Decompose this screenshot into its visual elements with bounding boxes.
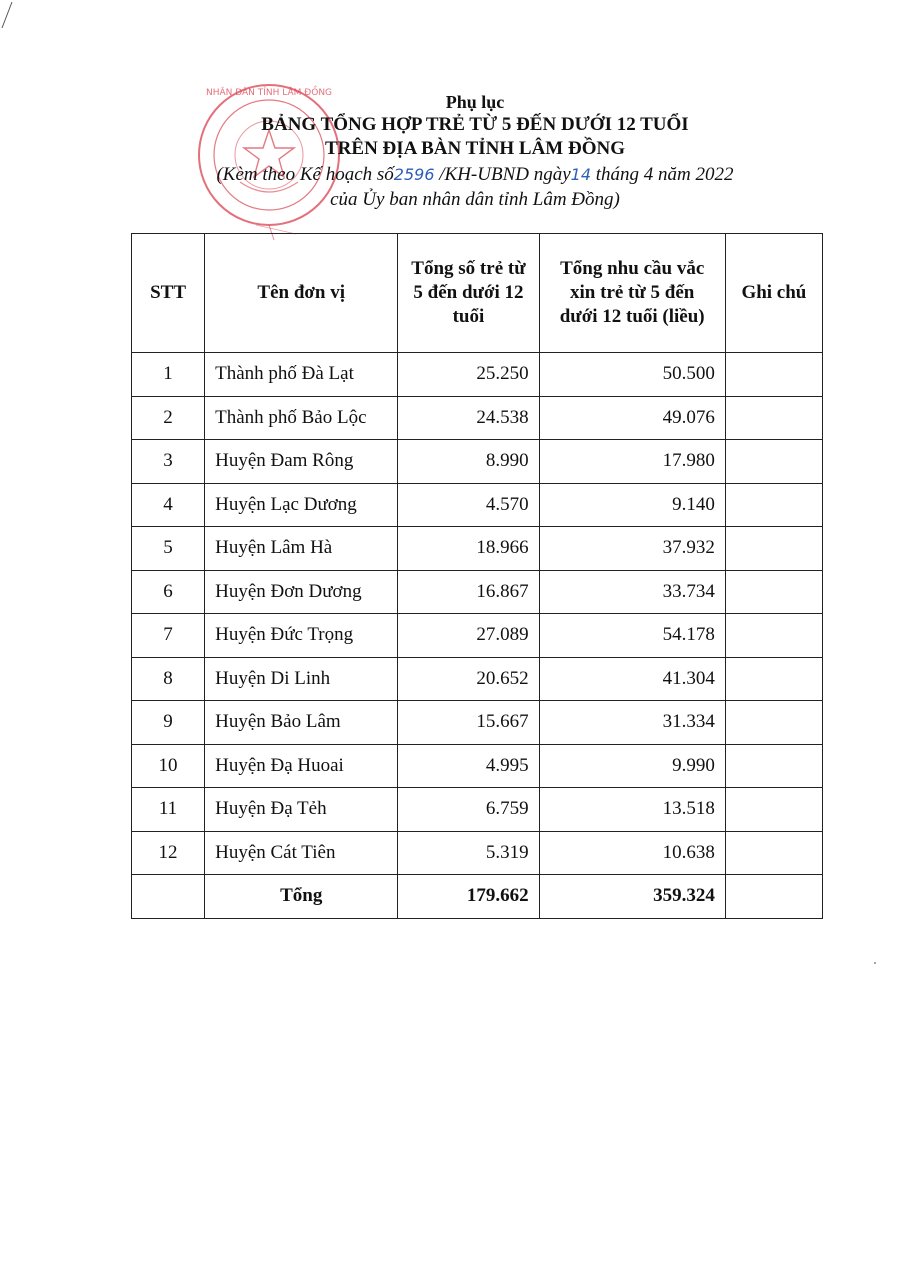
cell-vaccine-doses: 50.500 [539, 353, 725, 397]
cell-vaccine-doses: 9.140 [539, 483, 725, 527]
cell-note [725, 744, 822, 788]
cell-children-count: 4.995 [398, 744, 539, 788]
table-row [132, 701, 823, 745]
cell-children-count: 8.990 [398, 440, 539, 484]
document-reference-line [22, 164, 906, 186]
column-header-doses: Tổng nhu cầu vắc xin trẻ từ 5 đến dưới 12 tuổi (liều) [539, 234, 725, 353]
cell-note [725, 701, 822, 745]
cell-stt: 3 [132, 440, 205, 484]
cell-vaccine-doses: 9.990 [539, 744, 725, 788]
table-row [132, 483, 823, 527]
column-header-unit: Tên đơn vị [205, 234, 398, 353]
reference-prefix: (Kèm theo Kế hoạch số [216, 164, 394, 185]
cell-note [725, 788, 822, 832]
cell-note [725, 657, 822, 701]
column-header-children: Tổng số trẻ từ 5 đến dưới 12 tuổi [398, 234, 539, 353]
cell-unit-name: Huyện Đam Rông [205, 440, 398, 484]
cell-children-count: 18.966 [398, 527, 539, 571]
table-header-row [132, 234, 823, 353]
cell-note [725, 570, 822, 614]
reference-suffix: tháng 4 năm 2022 [595, 164, 734, 185]
table-row [132, 614, 823, 658]
table-row [132, 396, 823, 440]
cell-stt: 9 [132, 701, 205, 745]
cell-children-count: 15.667 [398, 701, 539, 745]
cell-stt: 5 [132, 527, 205, 571]
cell-children-count: 24.538 [398, 396, 539, 440]
cell-children-count: 5.319 [398, 831, 539, 875]
document-sub-title: TRÊN ĐỊA BÀN TỈNH LÂM ĐỒNG [325, 138, 625, 159]
cell-children-count: 20.652 [398, 657, 539, 701]
table-row [132, 831, 823, 875]
cell-unit-name: Huyện Đạ Tẻh [205, 788, 398, 832]
scan-speck [874, 962, 876, 964]
cell-unit-name: Huyện Đức Trọng [205, 614, 398, 658]
cell-stt: 8 [132, 657, 205, 701]
cell-stt: 6 [132, 570, 205, 614]
cell-note [725, 614, 822, 658]
total-children: 179.662 [398, 875, 539, 919]
document-main-title: BẢNG TỔNG HỢP TRẺ TỪ 5 ĐẾN DƯỚI 12 TUỔI [261, 114, 689, 135]
cell-vaccine-doses: 33.734 [539, 570, 725, 614]
cell-note [725, 831, 822, 875]
table-row [132, 353, 823, 397]
cell-note [725, 440, 822, 484]
document-reference-issuer: của Ủy ban nhân dân tỉnh Lâm Đồng) [330, 189, 620, 210]
seal-text: NHÂN DÂN TỈNH LÂM ĐỒNG [205, 88, 333, 98]
cell-vaccine-doses: 37.932 [539, 527, 725, 571]
cell-note [725, 483, 822, 527]
column-header-note: Ghi chú [725, 234, 822, 353]
cell-unit-name: Huyện Lạc Dương [205, 483, 398, 527]
total-label: Tổng [205, 875, 398, 919]
cell-stt: 7 [132, 614, 205, 658]
total-doses: 359.324 [539, 875, 725, 919]
table-row [132, 570, 823, 614]
total-note [725, 875, 822, 919]
cell-vaccine-doses: 13.518 [539, 788, 725, 832]
table-row [132, 744, 823, 788]
cell-children-count: 27.089 [398, 614, 539, 658]
table-total-row [132, 875, 823, 919]
cell-stt: 11 [132, 788, 205, 832]
cell-unit-name: Huyện Di Linh [205, 657, 398, 701]
column-header-stt: STT [132, 234, 205, 353]
cell-stt: 2 [132, 396, 205, 440]
cell-vaccine-doses: 54.178 [539, 614, 725, 658]
cell-vaccine-doses: 49.076 [539, 396, 725, 440]
handwritten-reference-day: 14 [570, 165, 592, 184]
cell-unit-name: Huyện Bảo Lâm [205, 701, 398, 745]
cell-note [725, 527, 822, 571]
table-row [132, 527, 823, 571]
cell-vaccine-doses: 31.334 [539, 701, 725, 745]
table-row [132, 788, 823, 832]
cell-children-count: 16.867 [398, 570, 539, 614]
cell-unit-name: Thành phố Bảo Lộc [205, 396, 398, 440]
cell-vaccine-doses: 17.980 [539, 440, 725, 484]
cell-stt: 10 [132, 744, 205, 788]
document-title: Phụ lục [445, 92, 505, 112]
handwritten-reference-number: 2596 [393, 165, 435, 184]
cell-unit-name: Huyện Đơn Dương [205, 570, 398, 614]
cell-vaccine-doses: 10.638 [539, 831, 725, 875]
scan-edge-mark [0, 0, 20, 30]
cell-children-count: 4.570 [398, 483, 539, 527]
table-row [132, 657, 823, 701]
cell-children-count: 25.250 [398, 353, 539, 397]
cell-note [725, 396, 822, 440]
reference-middle: /KH-UBND ngày [439, 164, 571, 185]
cell-unit-name: Huyện Lâm Hà [205, 527, 398, 571]
cell-stt: 1 [132, 353, 205, 397]
cell-unit-name: Huyện Cát Tiên [205, 831, 398, 875]
table-row [132, 440, 823, 484]
cell-unit-name: Huyện Đạ Huoai [205, 744, 398, 788]
cell-vaccine-doses: 41.304 [539, 657, 725, 701]
cell-children-count: 6.759 [398, 788, 539, 832]
total-stt [132, 875, 205, 919]
cell-note [725, 353, 822, 397]
cell-stt: 4 [132, 483, 205, 527]
cell-stt: 12 [132, 831, 205, 875]
children-summary-table [131, 233, 823, 919]
cell-unit-name: Thành phố Đà Lạt [205, 353, 398, 397]
